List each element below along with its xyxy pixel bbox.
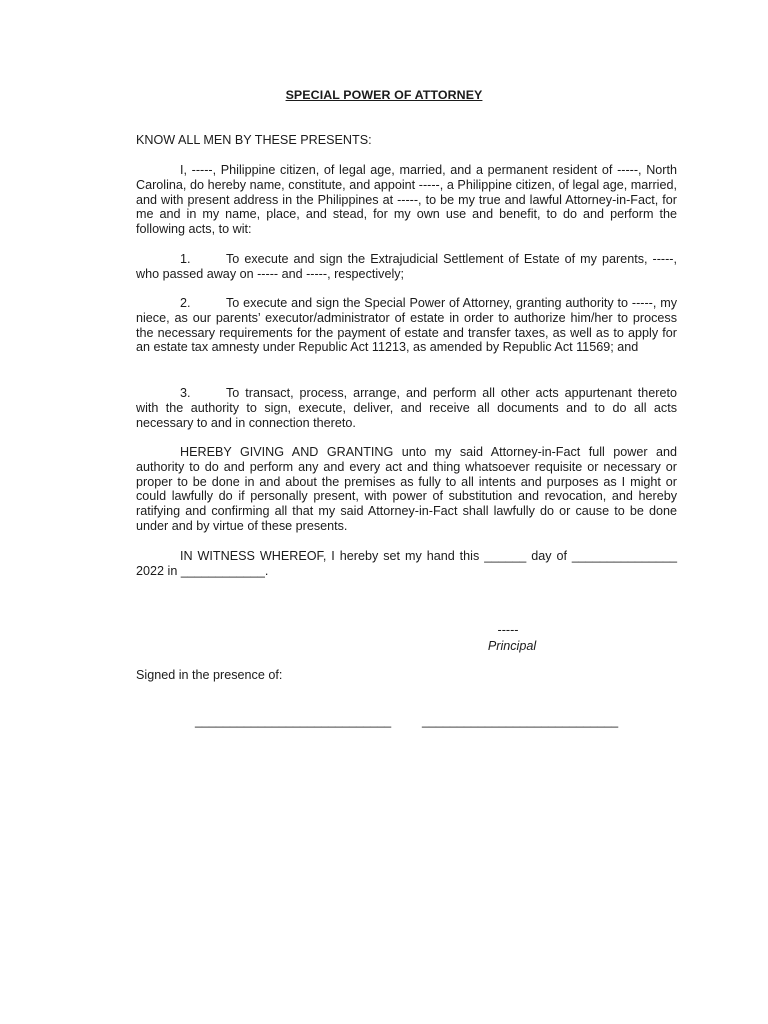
- list-item-text: To execute and sign the Special Power of Attorney, granting authority to -----, my niece, as our parents’ executor/administrator of estate in order to authorize him/her to process the necessary requirements for the payment of estate and transfer taxes, as well as to apply for an estate tax amnesty under Republic Act 11213, as amended by Republic Act 11569; and: [136, 296, 677, 355]
- salutation: KNOW ALL MEN BY THESE PRESENTS:: [136, 133, 372, 147]
- list-item-text: To execute and sign the Extrajudicial Settlement of Estate of my parents, -----, who passed away on ----- and -----, respectively;: [136, 252, 677, 281]
- document-title: SPECIAL POWER OF ATTORNEY: [285, 88, 483, 102]
- list-item: [136, 386, 677, 430]
- principal-role: Principal: [487, 639, 537, 653]
- witness-signature-line: ____________________________: [422, 714, 619, 728]
- presence-label: Signed in the presence of:: [136, 668, 283, 682]
- principal-name: -----: [497, 623, 519, 637]
- list-item-number: 3.: [180, 386, 191, 400]
- list-item-text: To transact, process, arrange, and perform all other acts appurtenant thereto with the authority to sign, execute, deliver, and receive all documents and to do all acts necessary to and in connection thereto.: [136, 386, 677, 430]
- intro-paragraph: I, -----, Philippine citizen, of legal age, married, and a permanent resident of -----, North Carolina, do hereby name, constitute, and appoint -----, a Philippine citizen, of legal age, married, and with present address in the Philippines at -----, to be my true and lawful Attorney-in-Fact, for me and in my name, place, and stead, for my own use and benefit, to do and perform the following acts, to wit:: [136, 163, 677, 237]
- list-item-number: 2.: [180, 296, 191, 310]
- list-item: [136, 252, 677, 282]
- list-item: [136, 296, 677, 355]
- witness-signature-line: ____________________________: [195, 714, 392, 728]
- witness-paragraph: IN WITNESS WHEREOF, I hereby set my hand this ______ day of _______________ 2022 in ____________.: [136, 549, 677, 578]
- granting-paragraph: HEREBY GIVING AND GRANTING unto my said Attorney-in-Fact full power and authority to do and perform any and every act and thing whatsoever requisite or necessary or proper to be done in and about the premises as fully to all intents and purposes as I might or could lawfully do if personally present, with power of substitution and revocation, and hereby ratifying and confirming all that my said Attorney-in-Fact shall lawfully do or cause to be done under and by virtue of these presents.: [136, 445, 677, 533]
- list-item-number: 1.: [180, 252, 191, 266]
